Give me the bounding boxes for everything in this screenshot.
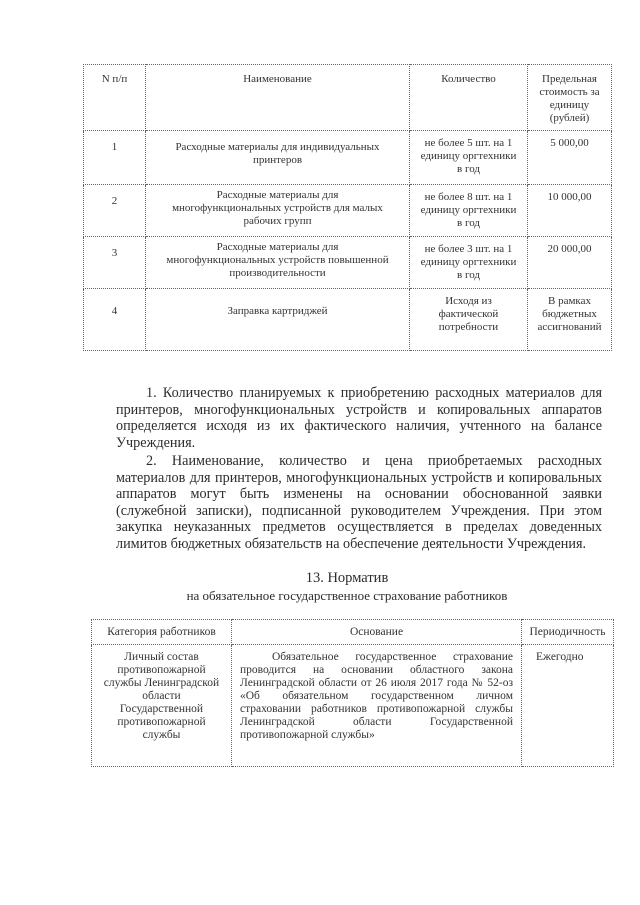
table-row (84, 185, 612, 237)
row-num: 2 (84, 185, 146, 237)
row-qty (410, 185, 528, 237)
row-name-line: многофункциональных устройств для малых (172, 202, 383, 214)
header-price (528, 65, 612, 131)
header-price-line: Предельная (542, 73, 597, 85)
table-row (92, 645, 614, 767)
row-qty-line: единицу оргтехники (420, 256, 517, 268)
row-name (146, 131, 410, 185)
row-price (528, 289, 612, 351)
row-period: Ежегодно (522, 645, 614, 767)
paragraph-1 (116, 385, 602, 451)
row-name-line: рабочих групп (243, 215, 312, 227)
row-qty-line: не более 5 шт. на 1 (424, 137, 513, 149)
header-price-line: единицу (549, 99, 590, 111)
row-qty-line: единицу оргтехники (420, 204, 517, 216)
row-category (92, 645, 232, 767)
row-category-line: противопожарной (117, 664, 206, 676)
row-qty-line: в год (457, 217, 480, 229)
paragraph-2 (116, 453, 602, 553)
row-name-line: Расходные материалы для (216, 189, 339, 201)
row-num: 3 (84, 237, 146, 289)
row-price-line: бюджетных (542, 308, 597, 320)
consumables-table (83, 64, 612, 351)
row-qty-line: не более 8 шт. на 1 (424, 191, 513, 203)
paragraph-1-text: 1. Количество планируемых к приобретению расходных материалов для принтеров, многофункциональных устройств и копировальных аппаратов определяется исходя из их фактического наличия, учтенного на балансе Учреждения. (116, 385, 602, 451)
header-price-line: стоимость за (539, 86, 600, 98)
table-header-row (92, 620, 614, 645)
row-category-line: противопожарной (117, 716, 206, 728)
row-name-line: принтеров (252, 154, 303, 166)
row-category-line: области (142, 690, 181, 702)
row-num: 1 (84, 131, 146, 185)
row-price: 5 000,00 (528, 131, 612, 185)
row-price: 20 000,00 (528, 237, 612, 289)
row-qty-line: в год (457, 269, 480, 281)
row-num: 4 (84, 289, 146, 351)
row-qty-line: единицу оргтехники (420, 150, 517, 162)
header-name: Наименование (146, 65, 410, 131)
table-row (84, 131, 612, 185)
header-num: N п/п (84, 65, 146, 131)
row-name-line: Расходные материалы для индивидуальных (175, 141, 380, 153)
row-basis-text: Обязательное государственное страхование проводится на основании областного закона Ленинградской области от 26 июля 2017 года № 52-оз «Об обязательном государственном личном страховании работников противопожарной службы Ленинградской области Государственной противопожарной службы» (240, 651, 513, 741)
header-category: Категория работников (92, 620, 232, 645)
row-name-line: производительности (229, 267, 326, 279)
row-name (146, 237, 410, 289)
section-subtitle: на обязательное государственное страхование работников (186, 588, 508, 603)
table-row (84, 289, 612, 351)
row-price: 10 000,00 (528, 185, 612, 237)
row-name: Заправка картриджей (146, 289, 410, 351)
row-basis (232, 645, 522, 767)
row-price-line: ассигнований (537, 321, 602, 333)
table-header-row (84, 65, 612, 131)
header-basis: Основание (232, 620, 522, 645)
insurance-table (91, 619, 614, 767)
row-qty (410, 131, 528, 185)
row-name-line: Расходные материалы для (216, 241, 339, 253)
row-name-line: многофункциональных устройств повышенной (166, 254, 389, 266)
table-row (84, 237, 612, 289)
row-category-line: службы (142, 729, 181, 741)
row-qty (410, 289, 528, 351)
row-qty-line: в год (457, 163, 480, 175)
row-category-line: Государственной (119, 703, 204, 715)
row-name (146, 185, 410, 237)
section-title: 13. Норматив (305, 570, 389, 586)
row-qty-line: не более 3 шт. на 1 (424, 243, 513, 255)
row-price-line: В рамках (548, 295, 591, 307)
header-price-line: (рублей) (549, 112, 590, 124)
row-qty-line: фактической (438, 308, 499, 320)
header-qty: Количество (410, 65, 528, 131)
header-period: Периодичность (522, 620, 614, 645)
row-category-line: службы Ленинградской (103, 677, 220, 689)
row-qty-line: потребности (438, 321, 499, 333)
row-qty (410, 237, 528, 289)
row-qty-line: Исходя из (445, 295, 492, 307)
row-category-line: Личный состав (124, 651, 199, 663)
paragraph-2-text: 2. Наименование, количество и цена приобретаемых расходных материалов для принтеров, многофункциональных устройств и копировальных аппаратов могут быть изменены на основании обоснованной заявки (служебной записки), подписанной руководителем Учреждения. При этом закупка неуказанных предметов осуществляется в пределах доведенных лимитов бюджетных обязательств на обеспечение деятельности Учреждения. (116, 453, 602, 552)
